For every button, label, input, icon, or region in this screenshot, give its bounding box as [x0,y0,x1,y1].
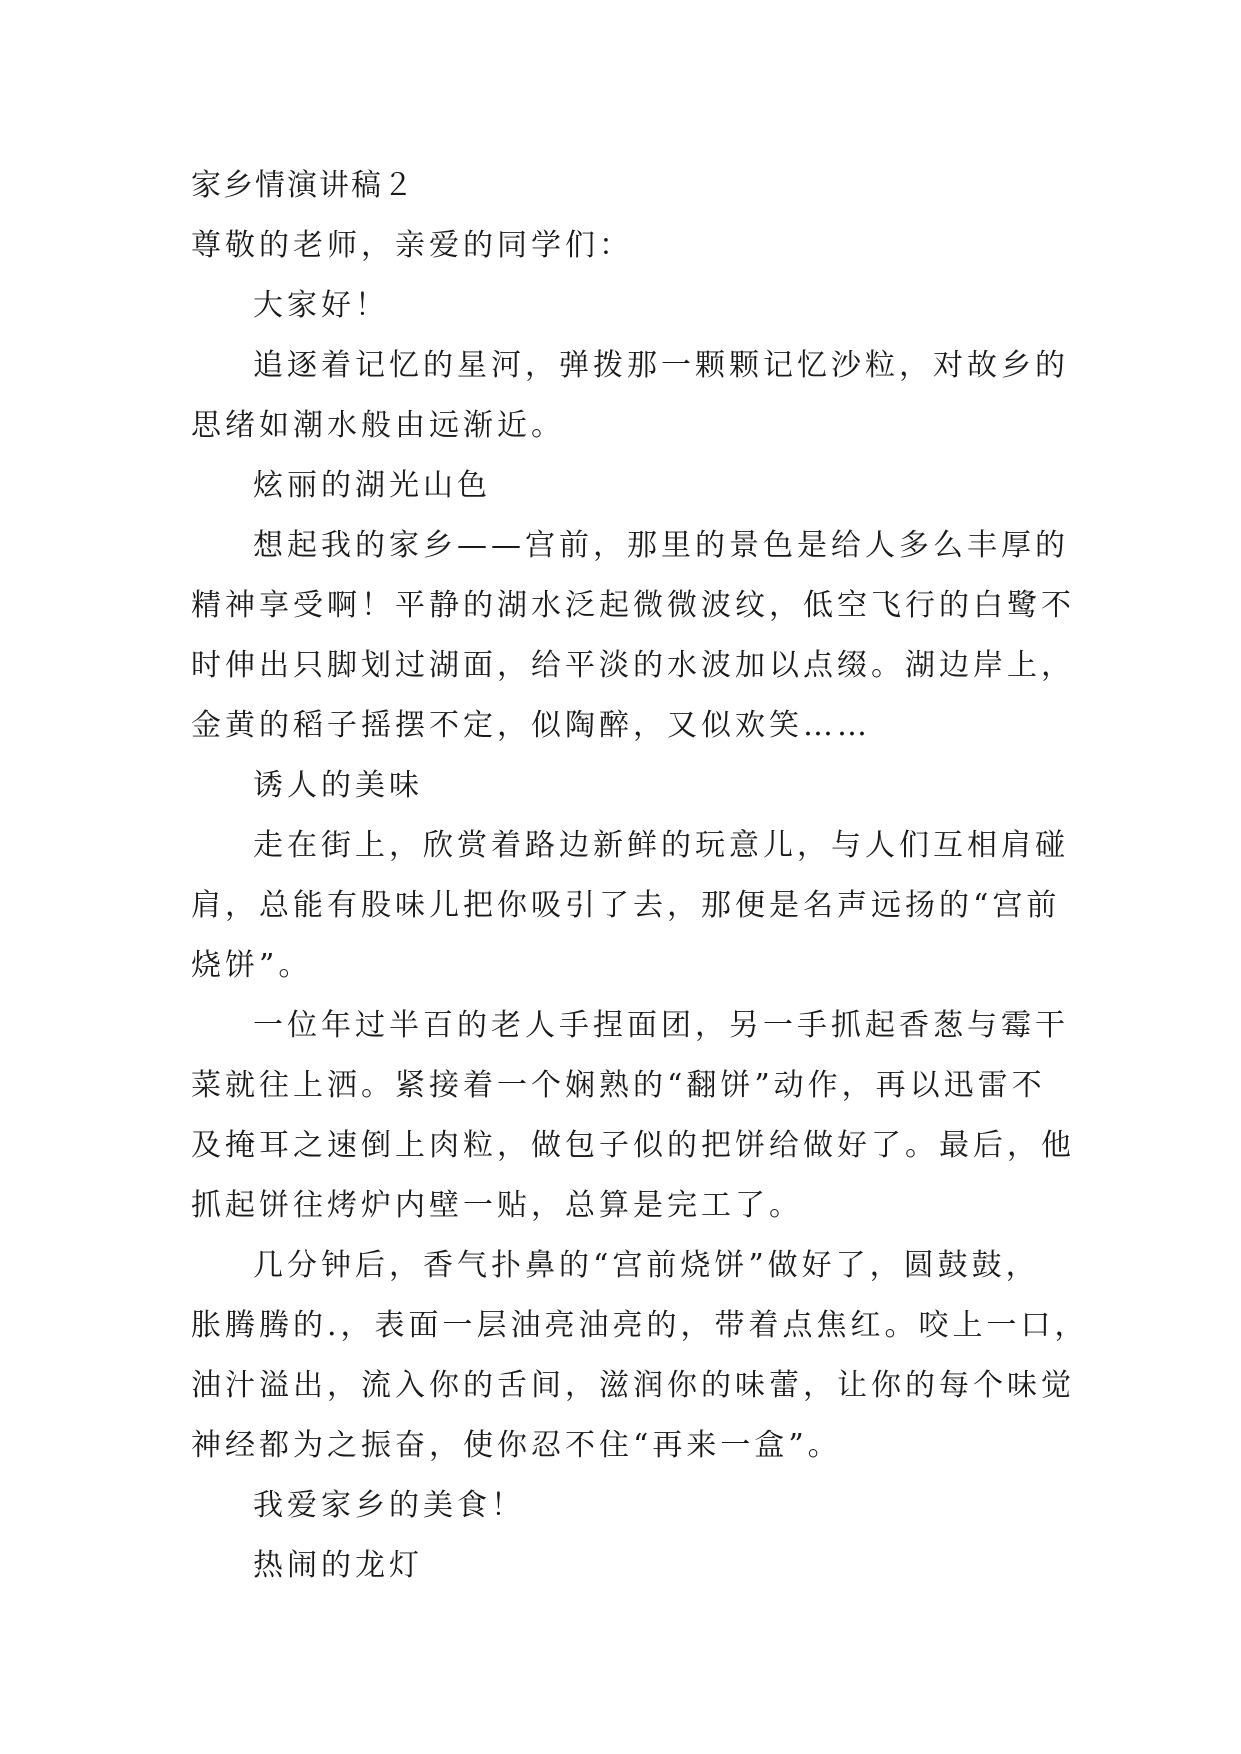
paragraph-line: 追逐着记忆的星河，弹拨那一颗颗记忆沙粒，对故乡的 [253,348,1069,383]
paragraph-line: 精神享受啊！平静的湖水泛起微微波纹，低空飞行的白鹭不 [191,588,1075,623]
paragraph-line: 神经都为之振奋，使你忍不住“再来一盒”。 [191,1428,842,1463]
greeting: 大家好！ [253,288,389,323]
section-heading-dragon-lantern: 热闹的龙灯 [253,1548,423,1583]
paragraph-line: 想起我的家乡——宫前，那里的景色是给人多么丰厚的 [253,528,1069,563]
paragraph-line: 我爱家乡的美食！ [253,1488,525,1523]
paragraph-line: 金黄的稻子摇摆不定，似陶醉，又似欢笑…… [191,708,871,743]
paragraph-line: 时伸出只脚划过湖面，给平淡的水波加以点缀。湖边岸上， [191,648,1075,683]
paragraph-line: 烧饼”。 [191,948,313,983]
paragraph-line: 思绪如潮水般由远渐近。 [191,408,565,443]
paragraph-line: 几分钟后，香气扑鼻的“宫前烧饼”做好了，圆鼓鼓， [253,1248,1040,1283]
salutation: 尊敬的老师，亲爱的同学们： [191,228,633,263]
paragraph-line: 及掩耳之速倒上肉粒，做包子似的把饼给做好了。最后，他 [191,1128,1075,1163]
section-heading-scenery: 炫丽的湖光山色 [253,468,491,503]
paragraph-line: 肩，总能有股味儿把你吸引了去，那便是名声远扬的“宫前 [191,888,1061,923]
paragraph-line: 走在街上，欣赏着路边新鲜的玩意儿，与人们互相肩碰 [253,828,1069,863]
paragraph-line: 油汁溢出，流入你的舌间，滋润你的味蕾，让你的每个味觉 [191,1368,1075,1403]
section-heading-food: 诱人的美味 [253,768,423,803]
paragraph-line: 菜就往上洒。紧接着一个娴熟的“翻饼”动作，再以迅雷不 [191,1068,1046,1103]
paragraph-line: 一位年过半百的老人手捏面团，另一手抓起香葱与霉干 [253,1008,1069,1043]
paragraph-line: 胀腾腾的.，表面一层油亮油亮的，带着点焦红。咬上一口， [191,1308,1089,1343]
paragraph-line: 抓起饼往烤炉内壁一贴，总算是完工了。 [191,1188,803,1223]
document-title: 家乡情演讲稿２ [191,168,415,203]
